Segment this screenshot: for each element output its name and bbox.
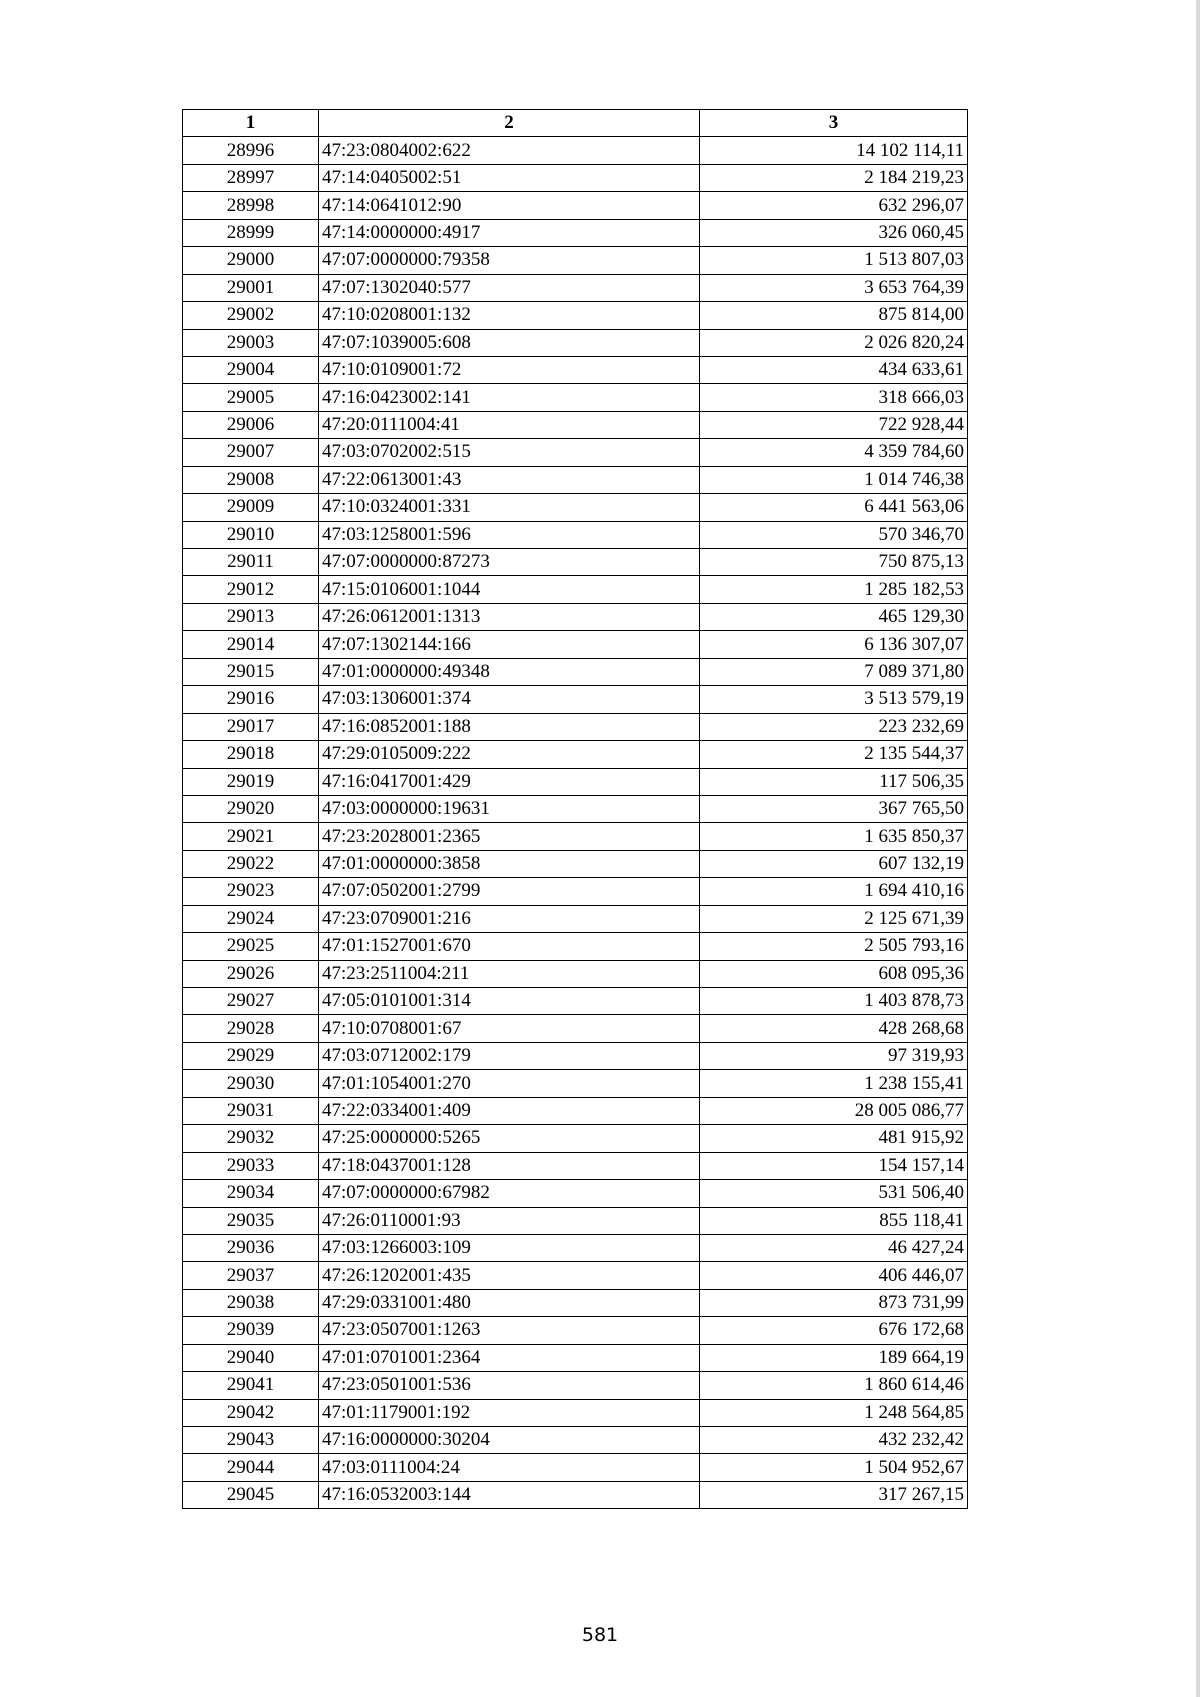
page-edge-shadow [1196,0,1200,1697]
cadastral-number-cell: 47:22:0613001:43 [319,466,700,493]
table-row [183,1207,968,1234]
row-number-cell: 29010 [183,521,319,548]
row-number-cell: 29023 [183,878,319,905]
table-row [183,411,968,438]
value-cell: 1 238 155,41 [700,1070,968,1097]
value-cell: 676 172,68 [700,1317,968,1344]
value-cell: 1 860 614,46 [700,1372,968,1399]
value-cell: 4 359 784,60 [700,439,968,466]
value-cell: 2 125 671,39 [700,905,968,932]
row-number-cell: 29012 [183,576,319,603]
row-number-cell: 29044 [183,1454,319,1481]
table-row [183,960,968,987]
value-cell: 570 346,70 [700,521,968,548]
table-row [183,274,968,301]
row-number-cell: 29017 [183,713,319,740]
table-row [183,631,968,658]
value-cell: 154 157,14 [700,1152,968,1179]
row-number-cell: 29019 [183,768,319,795]
table-row [183,302,968,329]
table-row [183,247,968,274]
value-cell: 481 915,92 [700,1125,968,1152]
value-cell: 2 026 820,24 [700,329,968,356]
value-cell: 406 446,07 [700,1262,968,1289]
cadastral-number-cell: 47:10:0324001:331 [319,494,700,521]
row-number-cell: 29011 [183,549,319,576]
table-row [183,1481,968,1508]
table-row [183,1372,968,1399]
table-body [183,137,968,1509]
row-number-cell: 28997 [183,164,319,191]
row-number-cell: 28999 [183,219,319,246]
table-row [183,494,968,521]
value-cell: 607 132,19 [700,850,968,877]
row-number-cell: 29000 [183,247,319,274]
cadastral-number-cell: 47:01:1179001:192 [319,1399,700,1426]
table-row [183,1125,968,1152]
value-cell: 6 441 563,06 [700,494,968,521]
row-number-cell: 29020 [183,795,319,822]
row-number-cell: 29015 [183,658,319,685]
cadastral-number-cell: 47:07:1302144:166 [319,631,700,658]
cadastral-number-cell: 47:10:0208001:132 [319,302,700,329]
row-number-cell: 29031 [183,1097,319,1124]
value-cell: 434 633,61 [700,356,968,383]
cadastral-number-cell: 47:16:0852001:188 [319,713,700,740]
cadastral-number-cell: 47:07:0000000:87273 [319,549,700,576]
cadastral-number-cell: 47:26:0612001:1313 [319,603,700,630]
row-number-cell: 29029 [183,1042,319,1069]
table-row [183,549,968,576]
cadastral-number-cell: 47:01:0000000:3858 [319,850,700,877]
cadastral-number-cell: 47:05:0101001:314 [319,988,700,1015]
row-number-cell: 29040 [183,1344,319,1371]
cadastral-number-cell: 47:23:2028001:2365 [319,823,700,850]
value-cell: 317 267,15 [700,1481,968,1508]
cadastral-number-cell: 47:14:0641012:90 [319,192,700,219]
value-cell: 465 129,30 [700,603,968,630]
row-number-cell: 29007 [183,439,319,466]
value-cell: 14 102 114,11 [700,137,968,164]
cadastral-number-cell: 47:23:0804002:622 [319,137,700,164]
cadastral-number-cell: 47:23:2511004:211 [319,960,700,987]
cadastral-number-cell: 47:16:0423002:141 [319,384,700,411]
table-row [183,466,968,493]
row-number-cell: 29005 [183,384,319,411]
value-cell: 531 506,40 [700,1180,968,1207]
value-cell: 2 135 544,37 [700,741,968,768]
table-row [183,905,968,932]
cadastral-number-cell: 47:07:1039005:608 [319,329,700,356]
table-row [183,1152,968,1179]
table-row [183,1042,968,1069]
cadastral-number-cell: 47:03:0712002:179 [319,1042,700,1069]
table-row [183,576,968,603]
cadastral-number-cell: 47:07:0502001:2799 [319,878,700,905]
table-row [183,329,968,356]
value-cell: 875 814,00 [700,302,968,329]
value-cell: 855 118,41 [700,1207,968,1234]
table-row [183,658,968,685]
table-row [183,1344,968,1371]
row-number-cell: 29035 [183,1207,319,1234]
row-number-cell: 29041 [183,1372,319,1399]
cadastral-number-cell: 47:15:0106001:1044 [319,576,700,603]
cadastral-number-cell: 47:03:1266003:109 [319,1234,700,1261]
column-header-1: 1 [183,110,319,137]
table-row [183,1399,968,1426]
value-cell: 117 506,35 [700,768,968,795]
table-row [183,768,968,795]
row-number-cell: 29024 [183,905,319,932]
row-number-cell: 29042 [183,1399,319,1426]
table-row [183,1427,968,1454]
cadastral-number-cell: 47:03:0000000:19631 [319,795,700,822]
value-cell: 3 653 764,39 [700,274,968,301]
table-row [183,1070,968,1097]
value-cell: 750 875,13 [700,549,968,576]
table-row [183,439,968,466]
row-number-cell: 29001 [183,274,319,301]
cadastral-number-cell: 47:26:1202001:435 [319,1262,700,1289]
cadastral-number-cell: 47:14:0000000:4917 [319,219,700,246]
row-number-cell: 28996 [183,137,319,164]
table-row [183,1097,968,1124]
row-number-cell: 29037 [183,1262,319,1289]
value-cell: 1 513 807,03 [700,247,968,274]
value-cell: 367 765,50 [700,795,968,822]
row-number-cell: 29033 [183,1152,319,1179]
row-number-cell: 29008 [183,466,319,493]
registry-table-container [182,109,967,1509]
value-cell: 722 928,44 [700,411,968,438]
cadastral-number-cell: 47:29:0105009:222 [319,741,700,768]
table-row [183,219,968,246]
value-cell: 7 089 371,80 [700,658,968,685]
value-cell: 326 060,45 [700,219,968,246]
cadastral-number-cell: 47:03:0702002:515 [319,439,700,466]
row-number-cell: 29006 [183,411,319,438]
value-cell: 873 731,99 [700,1289,968,1316]
table-row [183,164,968,191]
table-row [183,741,968,768]
value-cell: 432 232,42 [700,1427,968,1454]
cadastral-number-cell: 47:01:1527001:670 [319,933,700,960]
value-cell: 2 505 793,16 [700,933,968,960]
cadastral-number-cell: 47:23:0709001:216 [319,905,700,932]
value-cell: 1 504 952,67 [700,1454,968,1481]
cadastral-number-cell: 47:14:0405002:51 [319,164,700,191]
table-row [183,988,968,1015]
row-number-cell: 29002 [183,302,319,329]
cadastral-number-cell: 47:20:0111004:41 [319,411,700,438]
column-header-2: 2 [319,110,700,137]
table-row [183,384,968,411]
row-number-cell: 29016 [183,686,319,713]
table-row [183,1234,968,1261]
table-row [183,521,968,548]
table-row [183,192,968,219]
value-cell: 6 136 307,07 [700,631,968,658]
cadastral-number-cell: 47:01:0701001:2364 [319,1344,700,1371]
table-row [183,356,968,383]
row-number-cell: 29028 [183,1015,319,1042]
cadastral-number-cell: 47:16:0000000:30204 [319,1427,700,1454]
value-cell: 1 403 878,73 [700,988,968,1015]
table-row [183,1015,968,1042]
table-row [183,686,968,713]
row-number-cell: 29009 [183,494,319,521]
table-row [183,1180,968,1207]
value-cell: 189 664,19 [700,1344,968,1371]
table-row [183,1289,968,1316]
column-header-3: 3 [700,110,968,137]
cadastral-number-cell: 47:18:0437001:128 [319,1152,700,1179]
value-cell: 608 095,36 [700,960,968,987]
value-cell: 428 268,68 [700,1015,968,1042]
cadastral-number-cell: 47:07:0000000:67982 [319,1180,700,1207]
row-number-cell: 29038 [183,1289,319,1316]
table-row [183,603,968,630]
row-number-cell: 29022 [183,850,319,877]
value-cell: 223 232,69 [700,713,968,740]
cadastral-number-cell: 47:16:0417001:429 [319,768,700,795]
table-row [183,823,968,850]
row-number-cell: 29043 [183,1427,319,1454]
table-row [183,933,968,960]
cadastral-number-cell: 47:16:0532003:144 [319,1481,700,1508]
value-cell: 1 248 564,85 [700,1399,968,1426]
table-row [183,713,968,740]
page-number: 581 [581,1624,619,1646]
value-cell: 97 319,93 [700,1042,968,1069]
table-row [183,795,968,822]
row-number-cell: 29014 [183,631,319,658]
cadastral-number-cell: 47:10:0708001:67 [319,1015,700,1042]
value-cell: 2 184 219,23 [700,164,968,191]
table-row [183,137,968,164]
table-row [183,1317,968,1344]
row-number-cell: 29004 [183,356,319,383]
registry-table [182,109,968,1509]
row-number-cell: 29013 [183,603,319,630]
table-row [183,1262,968,1289]
value-cell: 1 285 182,53 [700,576,968,603]
cadastral-number-cell: 47:07:0000000:79358 [319,247,700,274]
cadastral-number-cell: 47:25:0000000:5265 [319,1125,700,1152]
cadastral-number-cell: 47:01:1054001:270 [319,1070,700,1097]
value-cell: 1 014 746,38 [700,466,968,493]
cadastral-number-cell: 47:26:0110001:93 [319,1207,700,1234]
row-number-cell: 29045 [183,1481,319,1508]
cadastral-number-cell: 47:23:0501001:536 [319,1372,700,1399]
cadastral-number-cell: 47:01:0000000:49348 [319,658,700,685]
row-number-cell: 29021 [183,823,319,850]
row-number-cell: 29039 [183,1317,319,1344]
table-row [183,1454,968,1481]
value-cell: 1 635 850,37 [700,823,968,850]
cadastral-number-cell: 47:03:1306001:374 [319,686,700,713]
table-header-row [183,110,968,137]
value-cell: 46 427,24 [700,1234,968,1261]
cadastral-number-cell: 47:03:0111004:24 [319,1454,700,1481]
value-cell: 28 005 086,77 [700,1097,968,1124]
row-number-cell: 29003 [183,329,319,356]
row-number-cell: 29026 [183,960,319,987]
row-number-cell: 29027 [183,988,319,1015]
row-number-cell: 28998 [183,192,319,219]
value-cell: 3 513 579,19 [700,686,968,713]
row-number-cell: 29025 [183,933,319,960]
cadastral-number-cell: 47:23:0507001:1263 [319,1317,700,1344]
table-row [183,850,968,877]
value-cell: 318 666,03 [700,384,968,411]
row-number-cell: 29036 [183,1234,319,1261]
table-row [183,878,968,905]
cadastral-number-cell: 47:07:1302040:577 [319,274,700,301]
row-number-cell: 29034 [183,1180,319,1207]
cadastral-number-cell: 47:29:0331001:480 [319,1289,700,1316]
cadastral-number-cell: 47:10:0109001:72 [319,356,700,383]
row-number-cell: 29030 [183,1070,319,1097]
cadastral-number-cell: 47:22:0334001:409 [319,1097,700,1124]
cadastral-number-cell: 47:03:1258001:596 [319,521,700,548]
row-number-cell: 29018 [183,741,319,768]
row-number-cell: 29032 [183,1125,319,1152]
value-cell: 1 694 410,16 [700,878,968,905]
value-cell: 632 296,07 [700,192,968,219]
